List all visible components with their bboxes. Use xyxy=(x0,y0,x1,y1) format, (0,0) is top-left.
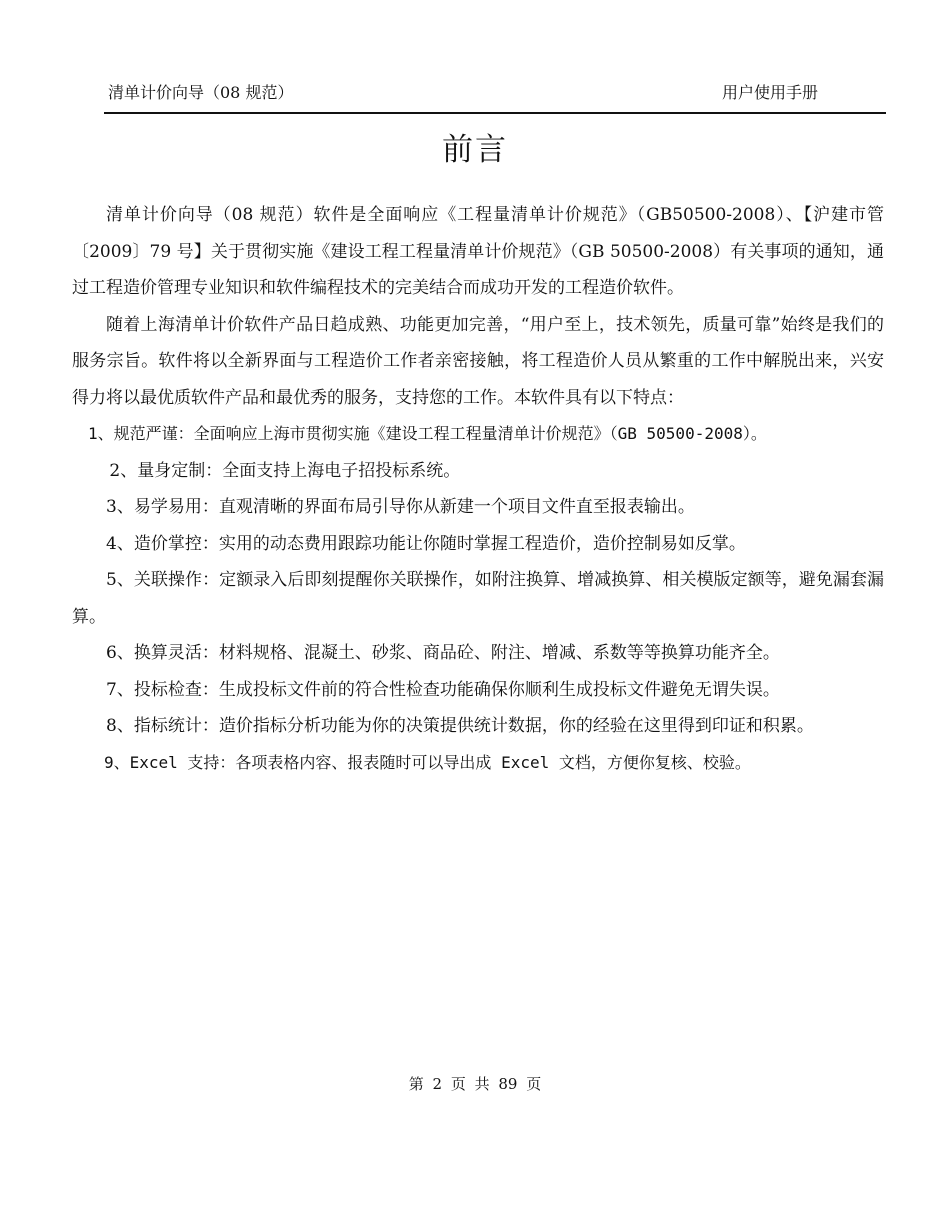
feature-item-9: 9、Excel 支持：各项表格内容、报表随时可以导出成 Excel 文档，方便你复核、校验。 xyxy=(104,752,751,772)
feature-item-6: 6、换算灵活：材料规格、混凝土、砂浆、商品砼、附注、增减、系数等等换算功能齐全。 xyxy=(106,643,780,663)
feature-item-7: 7、投标检查：生成投标文件前的符合性检查功能确保你顺利生成投标文件避免无谓失误。 xyxy=(106,679,780,700)
feature-item-5: 5、关联操作：定额录入后即刻提醒你关联操作，如附注换算、增减换算、相关模版定额等，避免漏套漏算。 xyxy=(72,570,884,627)
document-body xyxy=(72,197,884,781)
header-doc-title: 清单计价向导（08 规范） xyxy=(108,83,294,102)
feature-item-4: 4、造价掌控：实用的动态费用跟踪功能让你随时掌握工程造价，造价控制易如反掌。 xyxy=(106,533,746,554)
header-manual-label: 用户使用手册 xyxy=(722,83,819,102)
feature-item-8: 8、指标统计：造价指标分析功能为你的决策提供统计数据，你的经验在这里得到印证和积累。 xyxy=(106,716,814,736)
page-number: 第 2 页 共 89 页 xyxy=(408,1075,542,1093)
feature-item-3: 3、易学易用：直观清晰的界面布局引导你从新建一个项目文件直至报表输出。 xyxy=(106,497,695,517)
feature-item-1: 1、规范严谨：全面响应上海市贯彻实施《建设工程工程量清单计价规范》（GB 50500-2008）。 xyxy=(88,424,767,443)
header-divider xyxy=(104,112,886,114)
mission-paragraph: 随着上海清单计价软件产品日趋成熟、功能更加完善，“用户至上，技术领先，质量可靠”始终是我们的服务宗旨。软件将以全新界面与工程造价工作者亲密接触，将工程造价人员从繁重的工作中解脱出来，兴安得力将以最优质软件产品和最优秀的服务，支持您的工作。本软件具有以下特点： xyxy=(72,314,884,408)
intro-paragraph: 清单计价向导（08 规范）软件是全面响应《工程量清单计价规范》（GB50500-2008）、【沪建市管〔2009〕79 号】关于贯彻实施《建设工程工程量清单计价规范》（GB 50500-2008）有关事项的通知，通过工程造价管理专业知识和软件编程技术的完美结合而成功开发的工程造价软件。 xyxy=(72,205,884,298)
feature-item-2: 2、量身定制：全面支持上海电子招投标系统。 xyxy=(109,460,461,481)
page-title: 前言 xyxy=(442,132,508,168)
